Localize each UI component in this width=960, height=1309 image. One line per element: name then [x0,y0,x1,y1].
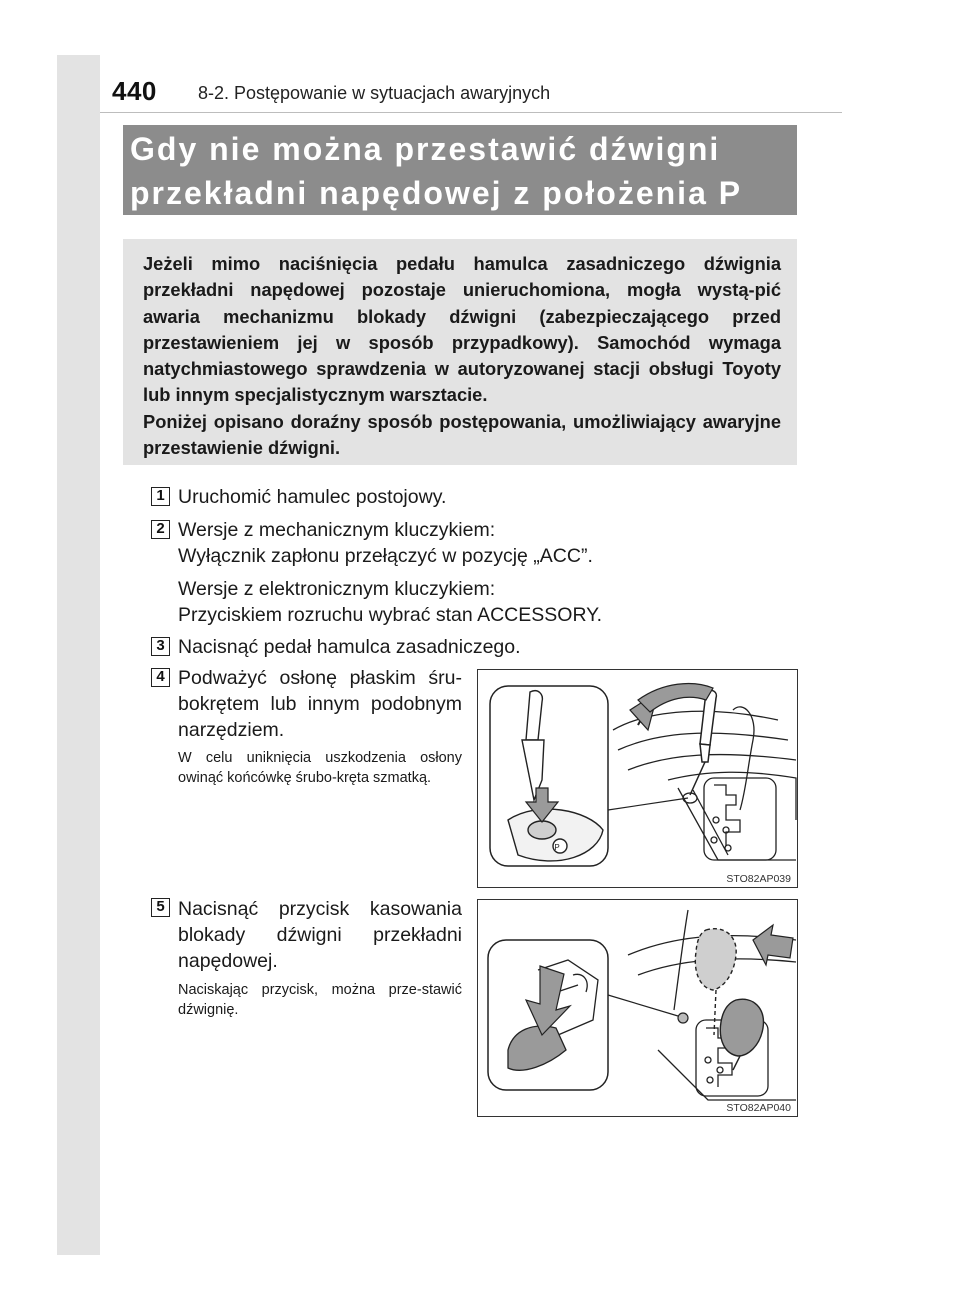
step-5-number: 5 [151,898,170,917]
page-number: 440 [112,76,157,106]
screwdriver-illustration [478,670,799,889]
intro-panel [123,239,797,465]
intro-paragraph-1: Jeżeli mimo naciśnięcia pedału hamulca zasadniczego dźwignia przekładni napędowej pozostaje unieruchomiona, mogła wystą-pić awaria mechanizmu blokady dźwigni (zabezpieczającego przed przestawieniem jej w sposób przypadkowy). Samochód wymaga natychmiastowego sprawdzenia w autoryzowanej stacji obsługi Toyoty lub innym specjalistycznym warsztacie. [143,253,781,406]
step-3-text: Nacisnąć pedał hamulca zasadniczego. [178,636,521,658]
step-1-text: Uruchomić hamulec postojowy. [178,486,447,508]
figure-code: STO82AP039 [726,873,791,885]
step-2-line-2: Wyłącznik zapłonu przełączyć w pozycję „ACC”. [178,545,593,567]
step-4-note: W celu uniknięcia uszkodzenia osłony owinąć końcówkę śrubo-kręta szmatką. [178,750,462,786]
figure-code: STO82AP040 [726,1102,791,1114]
figure-release-button [477,899,798,1117]
page-title [123,125,797,215]
step-1-number: 1 [151,487,170,506]
page-title-line-1: Gdy nie można przestawić dźwigni [130,131,721,167]
step-2-line-3: Wersje z elektronicznym kluczykiem: [178,578,496,600]
shift-lock-illustration [478,900,799,1118]
figure-pry-cover [477,669,798,888]
gate-p-label: P [554,843,560,852]
page-sidebar-strip [57,55,100,1255]
step-5-text: Nacisnąć przycisk kasowania blokady dźwigni przekładni napędowej. [178,898,462,972]
step-2-line-4: Przyciskiem rozruchu wybrać stan ACCESSORY. [178,604,603,626]
section-heading: 8-2. Postępowanie w sytuacjach awaryjnych [198,83,551,103]
step-2-number: 2 [151,520,170,539]
step-2-line-1: Wersje z mechanicznym kluczykiem: [178,519,496,541]
page-title-line-2: przekładni napędowej z położenia P [130,175,743,211]
step-5-note: Naciskając przycisk, można prze-stawić dźwignię. [178,982,462,1018]
step-4-number: 4 [151,668,170,687]
intro-paragraph-2: Poniżej opisano doraźny sposób postępowania, umożliwiający awaryjne przestawienie dźwigni. [143,410,781,459]
header-divider [100,112,842,113]
step-4-text: Podważyć osłonę płaskim śru-bokrętem lub innym podobnym narzędziem. [178,667,462,741]
step-3-number: 3 [151,637,170,656]
